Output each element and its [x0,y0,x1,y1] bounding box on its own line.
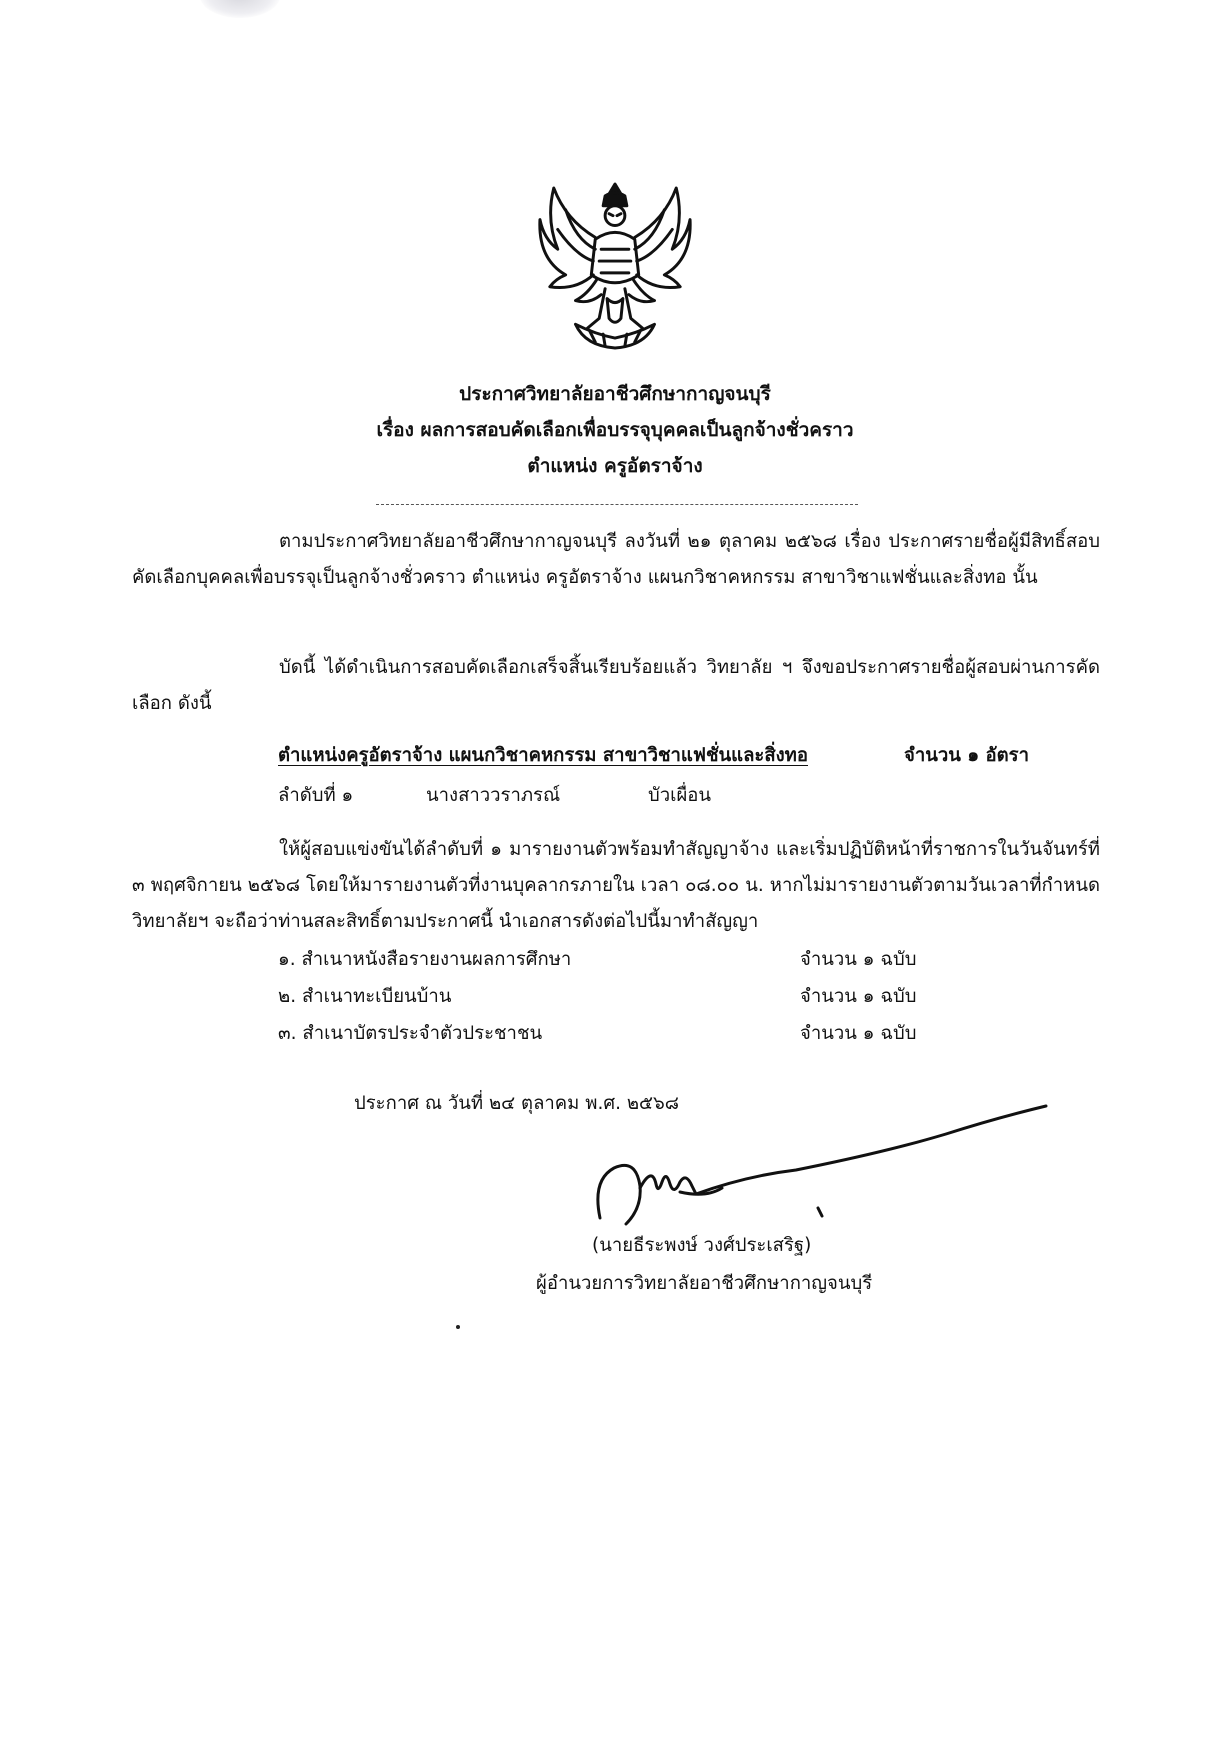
candidate-first-name: นางสาววราภรณ์ [426,785,561,806]
signatory-name: (นายธีระพงษ์ วงศ์ประเสริฐ) [592,1235,812,1256]
scan-speck [456,1325,460,1329]
position-count: จำนวน ๑ อัตรา [904,745,1029,766]
announcement-position: ตำแหน่ง ครูอัตราจ้าง [527,455,703,477]
paragraph-result-intro: บัดนี้ ได้ดำเนินการสอบคัดเลือกเสร็จสิ้นเรียบร้อยแล้ว วิทยาลัย ฯ จึงขอประกาศรายชื่อผู้สอบผ่านการคัดเลือก ดังนี้ [132,657,1100,714]
document-item-count: จำนวน ๑ ฉบับ [800,986,917,1007]
position-title: ตำแหน่งครูอัตราจ้าง แผนกวิชาคหกรรม สาขาวิชาแฟชั่นและสิ่งทอ [278,745,808,766]
document-item-label: ๒. สำเนาทะเบียนบ้าน [278,986,452,1007]
handwritten-signature-icon [596,1098,1056,1246]
rank-label: ลำดับที่ ๑ [278,785,354,806]
scan-smudge [200,0,280,18]
signatory-title: ผู้อำนวยการวิทยาลัยอาชีวศึกษากาญจนบุรี [536,1273,873,1294]
paragraph-reference: ตามประกาศวิทยาลัยอาชีวศึกษากาญจนบุรี ลงวันที่ ๒๑ ตุลาคม ๒๕๖๘ เรื่อง ประกาศรายชื่อผู้มีสิทธิ์สอบคัดเลือกบุคคลเพื่อบรรจุเป็นลูกจ้างชั่วคราว ตำแหน่ง ครูอัตราจ้าง แผนกวิชาคหกรรม สาขาวิชาแฟชั่นและสิ่งทอ นั้น [132,531,1100,588]
garuda-emblem-icon [536,180,694,352]
document-item-count: จำนวน ๑ ฉบับ [800,1023,917,1044]
paragraph-reporting-instructions: ให้ผู้สอบแข่งขันได้ลำดับที่ ๑ มารายงานตัวพร้อมทำสัญญาจ้าง และเริ่มปฏิบัติหน้าที่ราชการในวันจันทร์ที่ ๓ พฤศจิกายน ๒๕๖๘ โดยให้มารายงานตัวที่งานบุคลากรภายใน เวลา ๐๘.๐๐ น. หากไม่มารายงานตัวตามวันเวลาที่กำหนดวิทยาลัยฯ จะถือว่าท่านสละสิทธิ์ตามประกาศนี้ นำเอกสารดังต่อไปนี้มาทำสัญญา [132,839,1100,932]
announcement-subject: เรื่อง ผลการสอบคัดเลือกเพื่อบรรจุบุคคลเป็นลูกจ้างชั่วคราว [376,419,854,441]
document-item-count: จำนวน ๑ ฉบับ [800,949,917,970]
document-item-label: ๓. สำเนาบัตรประจำตัวประชาชน [278,1023,543,1044]
announcement-date: ประกาศ ณ วันที่ ๒๔ ตุลาคม พ.ศ. ๒๕๖๘ [354,1093,680,1114]
candidate-last-name: บัวเผื่อน [648,785,712,806]
announcement-title: ประกาศวิทยาลัยอาชีวศึกษากาญจนบุรี [459,383,771,405]
heading-divider [376,504,858,505]
document-item-label: ๑. สำเนาหนังสือรายงานผลการศึกษา [278,949,572,970]
